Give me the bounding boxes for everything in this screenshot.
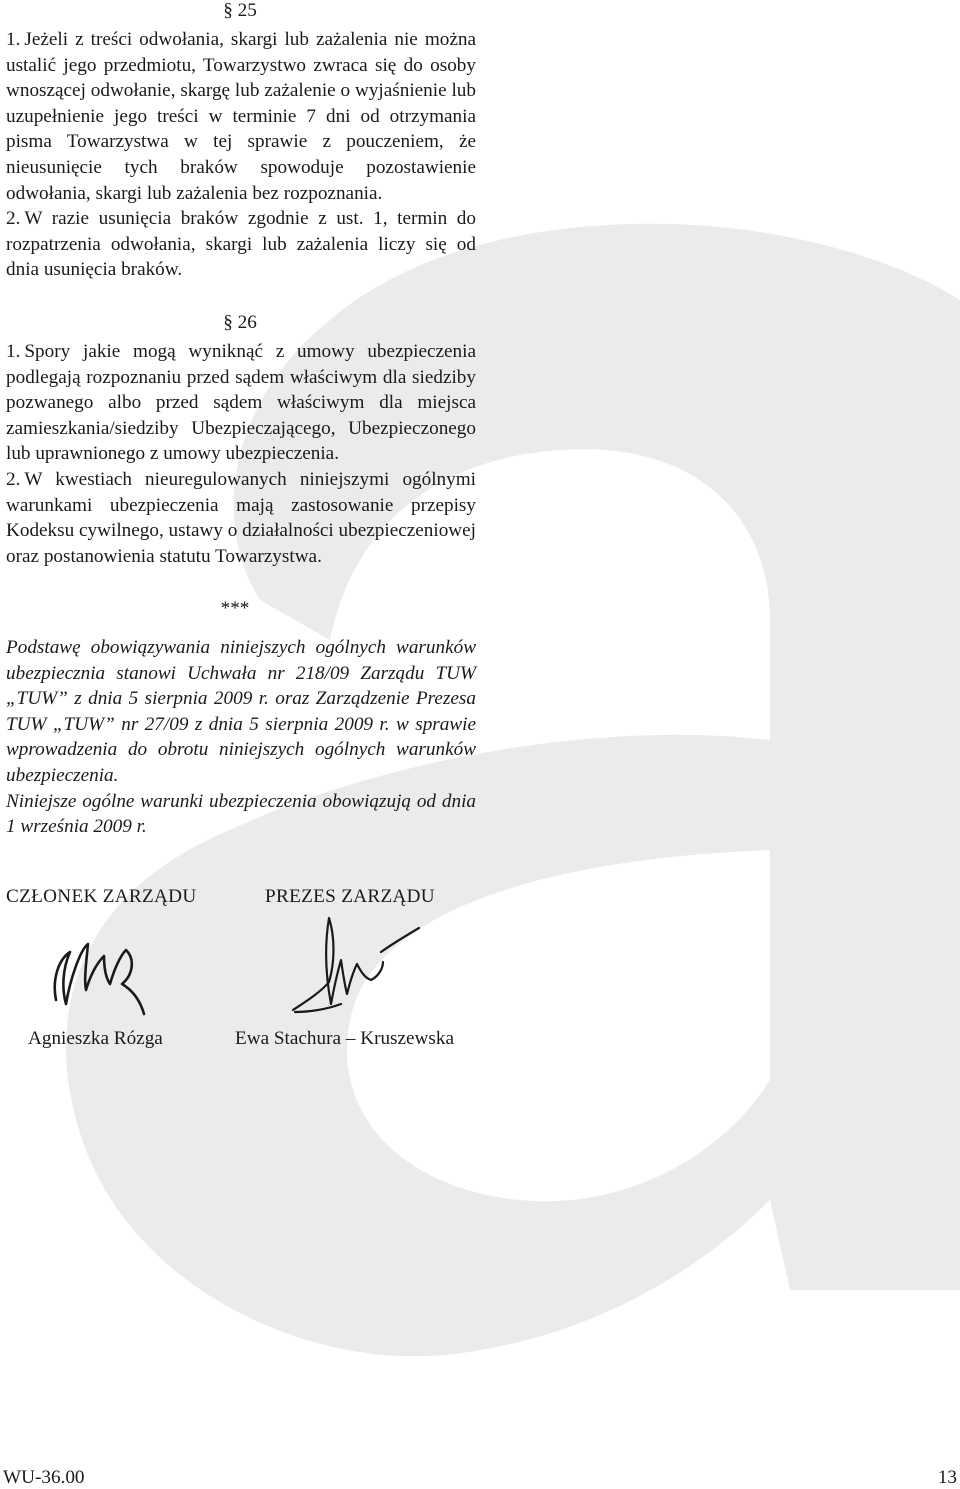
paragraph-number: 1.	[6, 341, 21, 362]
paragraph-number: 2.	[6, 208, 21, 230]
paragraph-text: W razie usunięcia braków zgodnie z ust. 1, termin do rozpatrzenia odwołania, skargi lub zażalenia liczy się od dnia usunięcia braków.	[6, 208, 476, 281]
section-25-heading: § 25	[223, 0, 257, 21]
board-member-title: CZŁONEK ZARZĄDU	[6, 886, 197, 907]
board-member-name: Agnieszka Rózga	[28, 1028, 163, 1049]
section-25-paragraph-1	[6, 27, 476, 206]
president-signature	[285, 912, 435, 1022]
president-title: PREZES ZARZĄDU	[265, 886, 435, 907]
basis-text: Podstawę obowiązywania niniejszych ogólnych warunków ubezpiecznia stanowi Uchwała nr 218/09 Zarządu TUW „TUW” z dnia 5 sierpnia 2009 r. oraz Zarządzenie Prezesa TUW „TUW” nr 27/09 z dnia 5 sierpnia 2009 r. w sprawie wprowadzenia do obrotu niniejszych ogólnych warunków ubezpieczenia.	[6, 637, 476, 786]
paragraph-number: 1.	[6, 29, 21, 50]
effective-date-text: Niniejsze ogólne warunki ubezpieczenia obowiązują od dnia 1 września 2009 r.	[6, 790, 476, 838]
section-26-paragraph-1	[6, 339, 476, 467]
section-25-paragraph-2	[6, 206, 476, 283]
page-number: 13	[937, 1467, 957, 1488]
president-name: Ewa Stachura – Kruszewska	[235, 1028, 454, 1049]
section-26-heading: § 26	[223, 312, 257, 333]
section-26-paragraph-2	[6, 467, 476, 569]
paragraph-text: Spory jakie mogą wyniknąć z umowy ubezpieczenia podlegają rozpoznaniu przed sądem właściwym dla siedziby pozwanego albo przed sądem właściwym dla miejsca zamieszkania/siedziby Ubezpieczającego, Ubezpieczonego lub uprawnionego z umowy ubezpieczenia.	[6, 341, 476, 465]
legal-basis	[6, 635, 476, 840]
document-code: WU-36.00	[3, 1467, 85, 1488]
section-26-body	[6, 339, 476, 569]
board-member-signature	[40, 920, 190, 1020]
paragraph-text: Jeżeli z treści odwołania, skargi lub zażalenia nie można ustalić jego przedmiotu, Towarzystwo zwraca się do osoby wnoszącej odwołanie, skargę lub zażalenie o wyjaśnienie lub uzupełnienie jego treści w terminie 7 dni od otrzymania pisma Towarzystwa w tej sprawie z pouczeniem, że nieusunięcie tych braków spowoduje pozostawienie odwołania, skargi lub zażalenia bez rozpoznania.	[6, 29, 476, 204]
paragraph-text: W kwestiach nieuregulowanych niniejszymi ogólnymi warunkami ubezpieczenia mają zastosowanie przepisy Kodeksu cywilnego, ustawy o działalności ubezpieczeniowej oraz postanowienia statutu Towarzystwa.	[6, 468, 476, 567]
paragraph-number: 2.	[6, 468, 21, 490]
section-25-body	[6, 27, 476, 283]
separator-stars: ***	[220, 598, 250, 619]
